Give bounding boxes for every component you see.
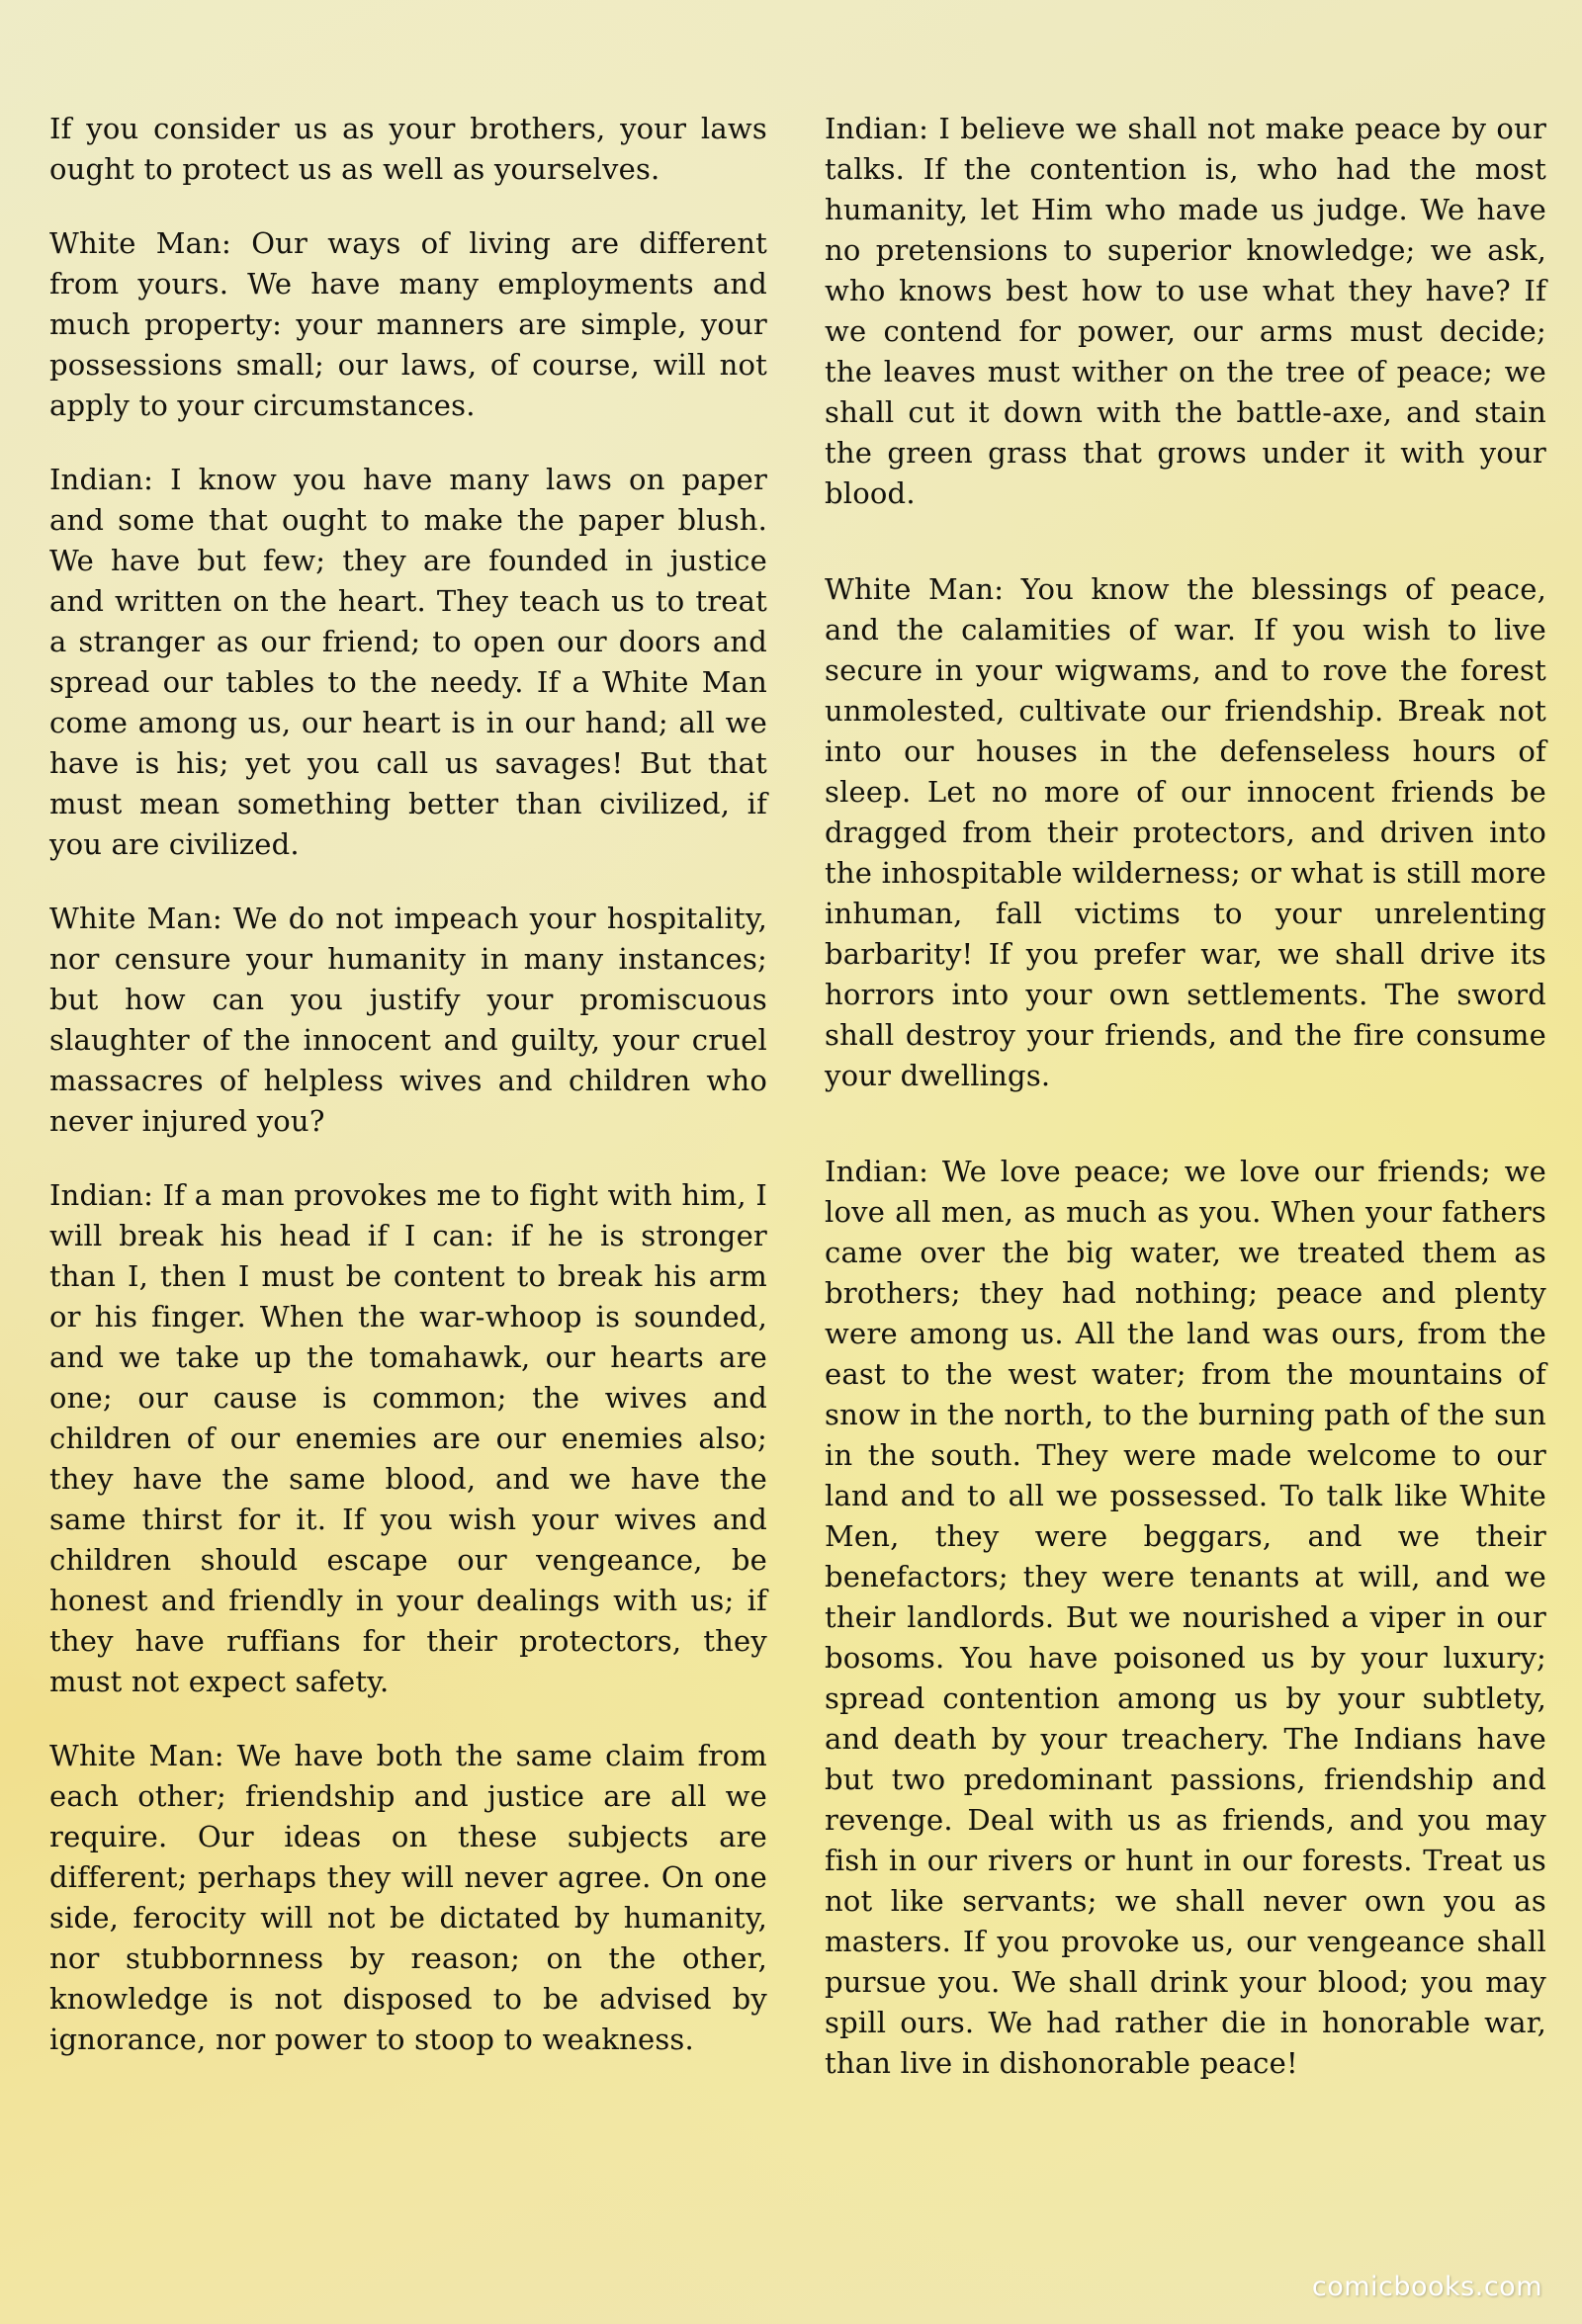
left-column xyxy=(49,109,767,2094)
paragraph xyxy=(49,1175,767,1702)
paragraph xyxy=(49,223,767,426)
paragraph-text: If a man provokes me to fight with him, I will break his head if I can: if he is stronger than I, then I must be content to break his arm or his finger. When the war-whoop is sounded, and we take up the tomahawk, our hearts are one; our cause is common; the wives and children of our enemies are our enemies also; they have the same blood, and we have the same thirst for it. If you wish your wives and children should escape our vengeance, be honest and friendly in your dealings with us; if they have ruffians for their protectors, they must not expect safety. xyxy=(49,1178,767,1698)
right-column xyxy=(825,109,1546,2139)
paragraph-text: Our ways of living are different from yours. We have many employments and much property: your manners are simple, your possessions small; our laws, of course, will not apply to your circumstances. xyxy=(49,226,767,422)
paragraph-text: I know you have many laws on paper and some that ought to make the paper blush. We have but few; they are founded in justice and written on the heart. They teach us to treat a stranger as our friend; to open our doors and spread our tables to the needy. If a White Man come among us, our heart is in our hand; all we have is his; yet you call us savages! But that must mean something better than civilized, if you are civilized. xyxy=(49,463,768,861)
paragraph xyxy=(49,1736,767,2060)
speaker-label: Indian: xyxy=(825,112,929,145)
paragraph-text: We love peace; we love our friends; we love all men, as much as you. When your fathers came over the big water, we treated them as brothers; they had nothing; peace and plenty were among us. All the land was ours, from the east to the west water; from the mountains of snow in the north, to the burning path of the sun in the south. They were made welcome to our land and to all we possessed. To talk like White Men, they were beggars, and we their benefactors; they were tenants at will, and we their landlords. But we nourished a viper in our bosoms. You have poisoned us by your luxury; spread contention among us by your subtlety, and death by your treachery. The Indians have but two predominant passions, friendship and revenge. Deal with us as friends, and you may fish in our rivers or hunt in our forests. Treat us not like servants; we shall never own you as masters. If you provoke us, our vengeance shall pursue you. We shall drink your blood; you may spill ours. We had rather die in honorable war, than live in dishonorable peace! xyxy=(825,1155,1546,2080)
paragraph xyxy=(825,109,1546,514)
paragraph xyxy=(49,899,767,1142)
speaker-label: White Man: xyxy=(49,226,231,260)
paragraph-text: We do not impeach your hospitality, nor censure your humanity in many instances; but how can you justify your promiscuous slaughter of the innocent and guilty, your cruel massacres of helpless wives and children who never injured you? xyxy=(49,902,767,1138)
paragraph xyxy=(49,460,767,865)
paragraph xyxy=(49,109,767,190)
paragraph-text: You know the blessings of peace, and the calamities of war. If you wish to live secure in your wigwams, and to rove the forest unmolested, cultivate our friendship. Break not into our houses in the defenseless hours of sleep. Let no more of our innocent friends be dragged from their protectors, and driven into the inhospitable wilderness; or what is still more inhuman, fall victims to your unrelenting barbarity! If you prefer war, we shall drive its horrors into your own settlements. The sword shall destroy your friends, and the fire consume your dwellings. xyxy=(825,572,1546,1092)
speaker-label: White Man: xyxy=(825,572,1005,606)
speaker-label: Indian: xyxy=(49,1178,154,1212)
speaker-label: Indian: xyxy=(825,1155,929,1188)
paragraph xyxy=(825,569,1546,1096)
speaker-label: Indian: xyxy=(49,463,154,496)
speaker-label: White Man: xyxy=(49,1739,224,1772)
paragraph-text: If you consider us as your brothers, your laws ought to protect us as well as yourselves. xyxy=(49,112,767,186)
site-watermark: comicbooks.com xyxy=(1311,2272,1542,2302)
paragraph xyxy=(825,1152,1546,2084)
paragraph-text: I believe we shall not make peace by our talks. If the contention is, who had the most humanity, let Him who made us judge. We have no pretensions to superior knowledge; we ask, who knows best how to use what they have? If we contend for power, our arms must decide; the leaves must wither on the tree of peace; we shall cut it down with the battle-axe, and stain the green grass that grows under it with your blood. xyxy=(825,112,1547,510)
paragraph-text: We have both the same claim from each other; friendship and justice are all we require. Our ideas on these subjects are different; perhaps they will never agree. On one side, ferocity will not be dictated by humanity, nor stubbornness by reason; on the other, knowledge is not disposed to be advised by ignorance, nor power to stoop to weakness. xyxy=(49,1739,767,2056)
speaker-label: White Man: xyxy=(49,902,222,935)
